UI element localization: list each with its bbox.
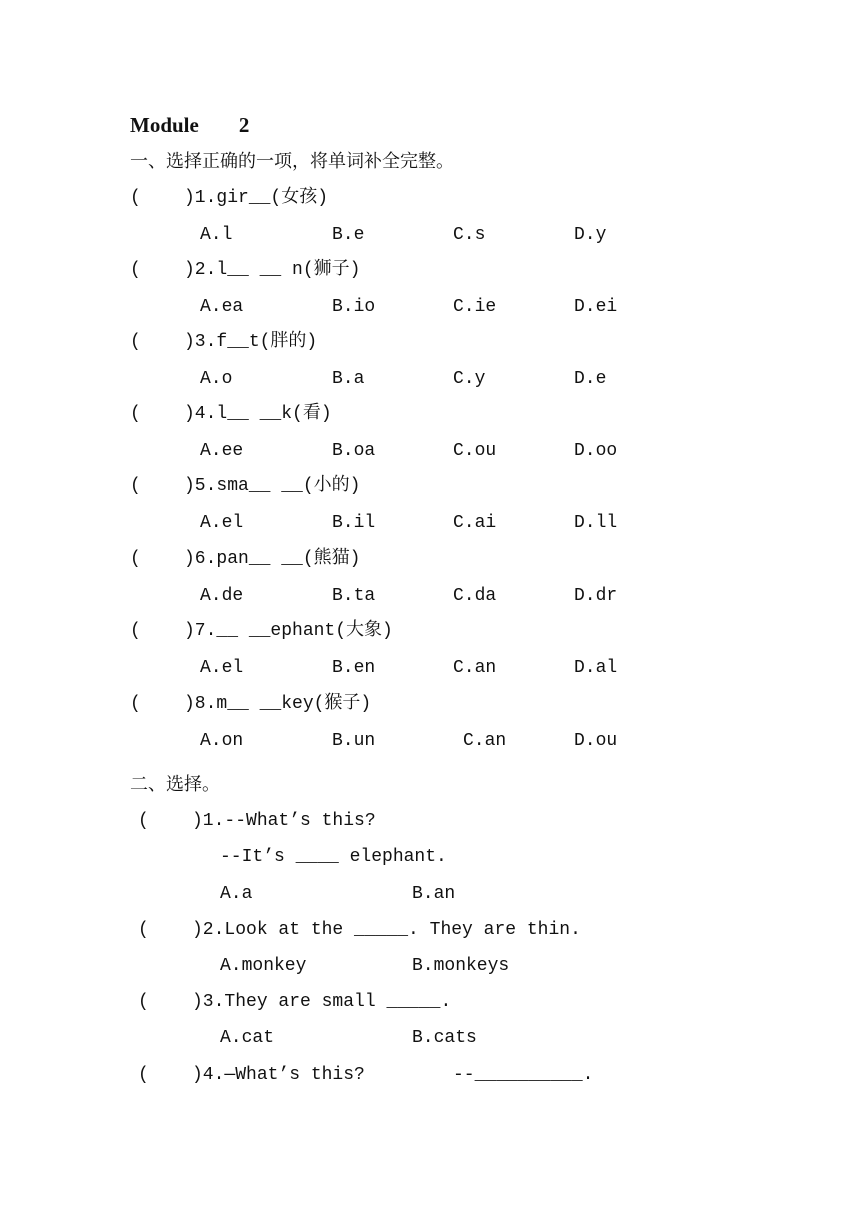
s1-q2-option-a: A.ea	[200, 297, 244, 317]
s1-q3-option-d: D.e	[574, 369, 607, 389]
s1-q1-option-b: B.e	[332, 225, 365, 245]
s2-q3-stem: ( )3.They are small _____.	[138, 992, 452, 1012]
s1-q4-option-d: D.oo	[574, 441, 618, 461]
section1-heading: 一、选择正确的一项，将单词补全完整。	[130, 151, 454, 172]
s2-q1-line2: --It’s ____ elephant.	[220, 847, 447, 867]
page-title	[130, 113, 249, 138]
s1-q2-option-b: B.io	[332, 297, 376, 317]
s2-q1-stem: ( )1.--What’s this?	[138, 811, 376, 831]
s1-q5-option-b: B.il	[332, 513, 376, 533]
s1-q4-option-a: A.ee	[200, 441, 244, 461]
s1-q8-option-c: C.an	[463, 731, 507, 751]
section2-heading: 二、选择。	[130, 774, 220, 795]
s1-q5-option-d: D.ll	[574, 513, 618, 533]
s1-q6-option-b: B.ta	[332, 586, 376, 606]
s1-q2-option-c: C.ie	[453, 297, 497, 317]
s1-q7-stem: ( )7.__ __ephant(大象)	[130, 621, 393, 641]
s1-q4-option-b: B.oa	[332, 441, 376, 461]
s2-q2-stem: ( )2.Look at the _____. They are thin.	[138, 920, 581, 940]
s1-q3-option-a: A.o	[200, 369, 233, 389]
s1-q6-stem: ( )6.pan__ __(熊猫)	[130, 549, 361, 569]
s2-q3-option-b: B.cats	[412, 1028, 477, 1048]
s1-q1-option-d: D.y	[574, 225, 607, 245]
s1-q2-stem: ( )2.l__ __ n(狮子)	[130, 260, 361, 280]
s1-q3-option-b: B.a	[332, 369, 365, 389]
s1-q4-option-c: C.ou	[453, 441, 497, 461]
s2-q2-option-b: B.monkeys	[412, 956, 510, 976]
s1-q6-option-c: C.da	[453, 586, 497, 606]
s1-q8-stem: ( )8.m__ __key(猴子)	[130, 694, 372, 714]
s1-q3-stem: ( )3.f__t(胖的)	[130, 332, 318, 352]
s1-q1-option-c: C.s	[453, 225, 486, 245]
title-number: 2	[238, 113, 250, 137]
s1-q7-option-c: C.an	[453, 658, 497, 678]
s1-q8-option-b: B.un	[332, 731, 376, 751]
s2-q4-answer: --__________.	[453, 1065, 594, 1085]
title-word: Module	[130, 113, 199, 137]
s1-q8-option-d: D.ou	[574, 731, 618, 751]
s1-q8-option-a: A.on	[200, 731, 244, 751]
s1-q7-option-b: B.en	[332, 658, 376, 678]
s2-q1-option-a: A.a	[220, 884, 253, 904]
s1-q7-option-a: A.el	[200, 658, 244, 678]
s1-q3-option-c: C.y	[453, 369, 486, 389]
s1-q5-option-c: C.ai	[453, 513, 497, 533]
s1-q5-stem: ( )5.sma__ __(小的)	[130, 476, 361, 496]
s1-q6-option-a: A.de	[200, 586, 244, 606]
s1-q2-option-d: D.ei	[574, 297, 618, 317]
s1-q1-stem: ( )1.gir__(女孩)	[130, 188, 329, 208]
s1-q7-option-d: D.al	[574, 658, 618, 678]
s2-q1-option-b: B.an	[412, 884, 456, 904]
s1-q5-option-a: A.el	[200, 513, 244, 533]
s2-q2-option-a: A.monkey	[220, 956, 307, 976]
s1-q4-stem: ( )4.l__ __k(看)	[130, 404, 332, 424]
s2-q3-option-a: A.cat	[220, 1028, 275, 1048]
s1-q1-option-a: A.l	[200, 225, 233, 245]
s1-q6-option-d: D.dr	[574, 586, 618, 606]
s2-q4-stem: ( )4.—What’s this?	[138, 1065, 365, 1085]
